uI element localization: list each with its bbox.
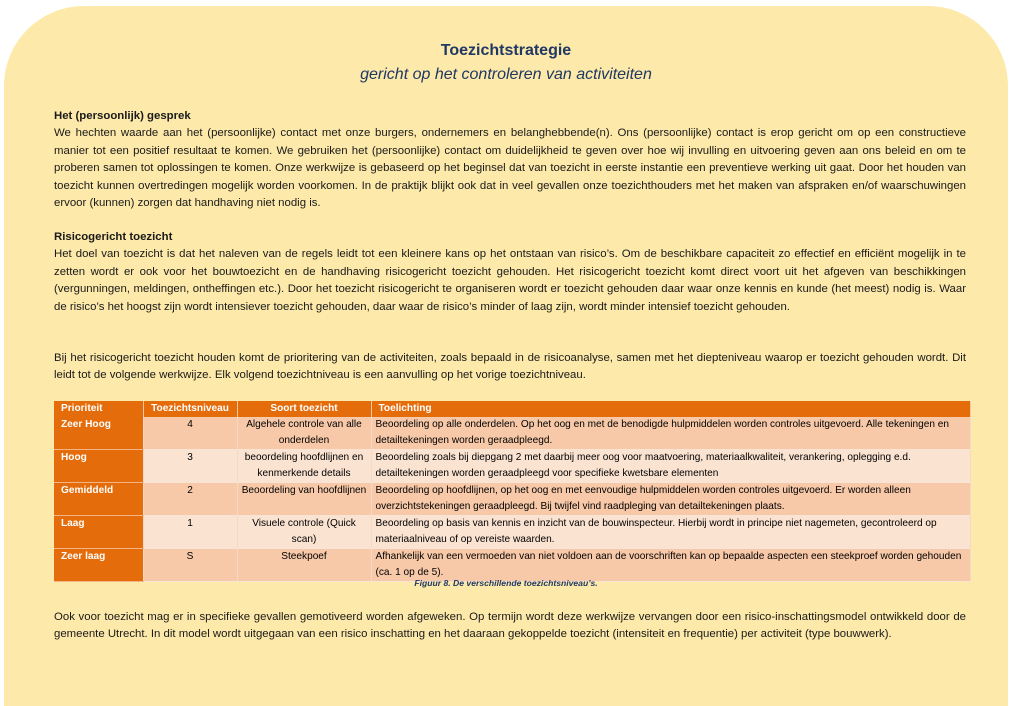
header-toelichting: Toelichting bbox=[371, 401, 970, 417]
header-soort-toezicht: Soort toezicht bbox=[237, 401, 371, 417]
section-risicogericht-toezicht bbox=[54, 229, 966, 316]
cell-prioriteit: Laag bbox=[54, 516, 143, 549]
closing-paragraph: Ook voor toezicht mag er in specifieke gevallen gemotiveerd worden afgeweken. Op termijn wordt deze werkwijze vervangen door een risico-inschattingsmodel ontwikkeld door de gemeente Utrecht. In dit model wordt uitgegaan van een risico inschatting en het daaraan gekoppelde toezicht (intensiteit en frequentie) per activiteit (type bouwwerk). bbox=[54, 611, 966, 641]
header-toezichtsniveau: Toezichtsniveau bbox=[143, 401, 237, 417]
cell-prioriteit: Zeer laag bbox=[54, 549, 143, 582]
cell-niveau: 4 bbox=[143, 417, 237, 450]
cell-soort: Steekpoef bbox=[237, 549, 371, 582]
cell-prioriteit: Gemiddeld bbox=[54, 483, 143, 516]
cell-niveau: S bbox=[143, 549, 237, 582]
table-header-row bbox=[54, 401, 970, 417]
table-row bbox=[54, 483, 970, 516]
section-persoonlijk-gesprek bbox=[54, 108, 966, 212]
cell-prioriteit: Zeer Hoog bbox=[54, 417, 143, 450]
cell-toelichting: Beoordeling op basis van kennis en inzicht van de bouwinspecteur. Hierbij wordt in principe niet nagemeten, gecontroleerd op materiaalniveau of op vereiste waarden. bbox=[371, 516, 970, 549]
page-subtitle: gericht op het controleren van activiteiten bbox=[360, 66, 652, 83]
section-heading: Risicogericht toezicht bbox=[54, 231, 173, 243]
intro-paragraph: Bij het risicogericht toezicht houden komt de prioritering van de activiteiten, zoals bepaald in de risicoanalyse, samen met het diepteniveau waarop er toezicht gehouden wordt. Dit leidt tot de volgende werkwijze. Elk volgend toezichtniveau is een aanvulling op het vorige toezichtniveau. bbox=[54, 352, 966, 382]
section-body: Het doel van toezicht is dat het naleven van de regels leidt tot een kleinere kans op het ontstaan van risico’s. Om de beschikbare capaciteit zo effectief en efficiënt mogelijk in te zetten wordt er ook voor het bouwtoezicht en de handhaving risicogericht toezicht gehouden. Het risicogericht toezicht komt direct voort uit het afgeven van beschikkingen (vergunningen, meldingen, ontheffingen etc.). Door het toezicht risicogericht te organiseren wordt er toezicht gehouden daar waar onze kennis en kunde (het meest) nodig is. Waar de risico’s het hoogst zijn wordt intensiever toezicht gehouden, daar waar de risico’s minder of laag zijn, wordt minder intensief toezicht gehouden. bbox=[54, 248, 966, 313]
section-heading: Het (persoonlijk) gesprek bbox=[54, 110, 191, 122]
figure-caption: Figuur 8. De verschillende toezichtsniveau’s. bbox=[414, 578, 598, 588]
cell-soort: Visuele controle (Quick scan) bbox=[237, 516, 371, 549]
cell-soort: Algehele controle van alle onderdelen bbox=[237, 417, 371, 450]
table-row bbox=[54, 516, 970, 549]
table-row bbox=[54, 549, 970, 582]
cell-soort: Beoordeling van hoofdlijnen bbox=[237, 483, 371, 516]
cell-toelichting: Beoordeling op hoofdlijnen, op het oog en met eenvoudige hulpmiddelen worden controles uitgevoerd. Er worden alleen overzichtstekeningen geraadpleegd. Bij twijfel vind raadpleging van detailtekeningen plaats. bbox=[371, 483, 970, 516]
cell-toelichting: Afhankelijk van een vermoeden van niet voldoen aan de voorschriften kan op bepaalde aspecten een steekproef worden gehouden (ca. 1 op de 5). bbox=[371, 549, 970, 582]
cell-niveau: 1 bbox=[143, 516, 237, 549]
cell-soort: beoordeling hoofdlijnen en kenmerkende details bbox=[237, 450, 371, 483]
cell-prioriteit: Hoog bbox=[54, 450, 143, 483]
header-prioriteit: Prioriteit bbox=[54, 401, 143, 417]
table-row bbox=[54, 417, 970, 450]
cell-niveau: 3 bbox=[143, 450, 237, 483]
page-title: Toezichtstrategie bbox=[440, 42, 572, 59]
toezicht-table bbox=[54, 401, 971, 582]
section-body: We hechten waarde aan het (persoonlijke) contact met onze burgers, ondernemers en belanghebbende(n). Ons (persoonlijke) contact is erop gericht om op een constructieve manier tot een positief resultaat te komen. We gebruiken het (persoonlijke) contact om duidelijkheid te geven over hoe wij invulling en uitvoering geven aan ons beleid en om te proberen samen tot oplossingen te komen. Onze werkwijze is gebaseerd op het beginsel dat van toezicht in eerste instantie een preventieve werking uit gaat. Door het houden van toezicht kunnen overtredingen mogelijk worden voorkomen. In de praktijk blijkt ook dat in veel gevallen onze toezichthouders met het maken van afspraken en/of waarschuwingen ervoor (kunnen) zorgen dat handhaving niet nodig is. bbox=[54, 127, 966, 210]
cell-niveau: 2 bbox=[143, 483, 237, 516]
cell-toelichting: Beoordeling zoals bij diepgang 2 met daarbij meer oog voor maatvoering, materiaalkwaliteit, verankering, oplegging e.d. detailtekeningen worden geraadpleegd voor specifieke kwetsbare elementen bbox=[371, 450, 970, 483]
cell-toelichting: Beoordeling op alle onderdelen. Op het oog en met de benodigde hulpmiddelen worden controles uitgevoerd. Alle tekeningen en detailtekeningen worden geraadpleegd. bbox=[371, 417, 970, 450]
table-row bbox=[54, 450, 970, 483]
